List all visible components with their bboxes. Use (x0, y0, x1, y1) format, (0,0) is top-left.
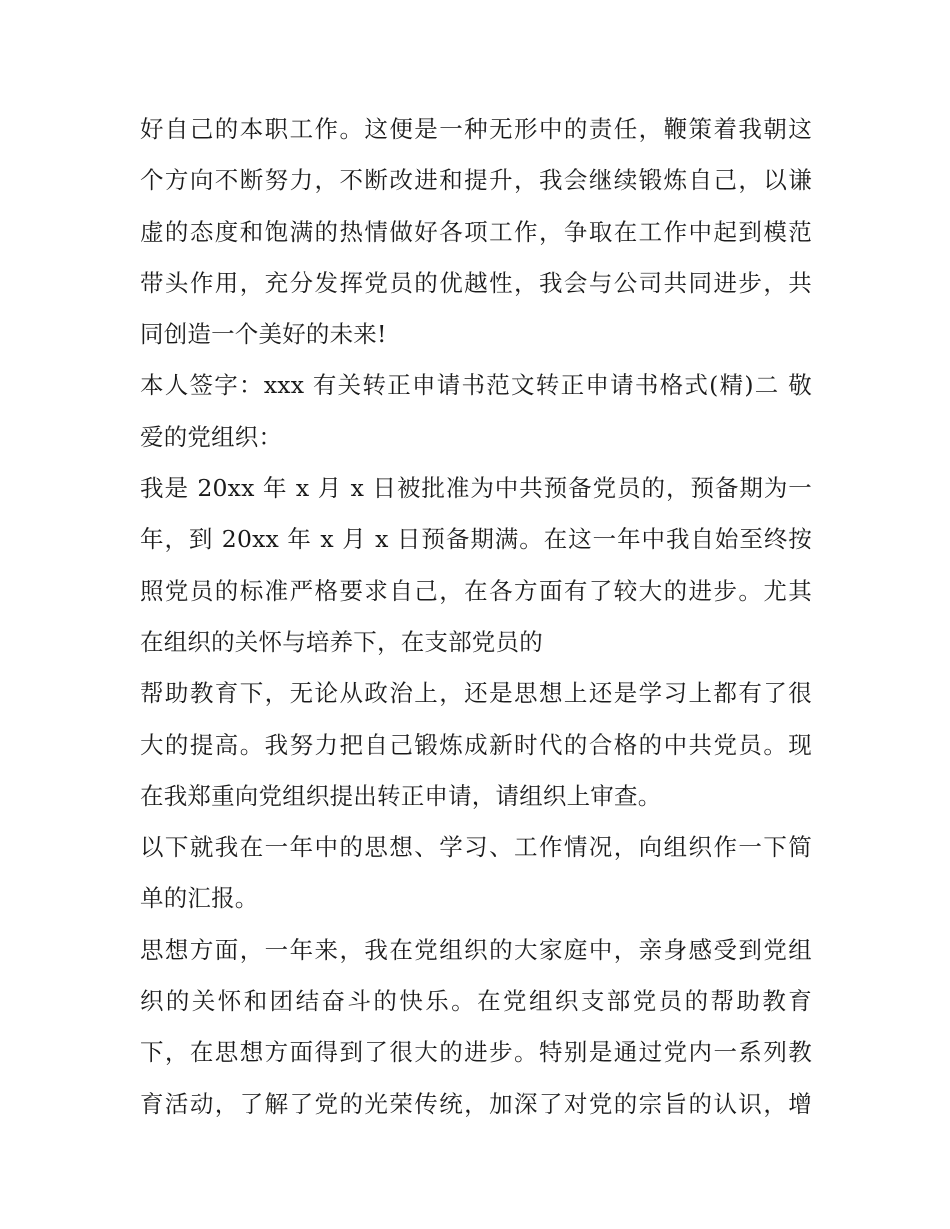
text-line: 单的汇报。 (140, 884, 259, 913)
text-line: 在组织的关怀与培养下，在支部党员的 (140, 627, 543, 656)
text-line: 织的关怀和团结奋斗的快乐。在党组织支部党员的帮助教育 (140, 987, 812, 1016)
text-line: 思想方面，一年来，我在党组织的大家庭中，亲身感受到党组 (140, 935, 812, 964)
text-line: 大的提高。我努力把自己锻炼成新时代的合格的中共党员。现 (140, 730, 812, 759)
text-line: 爱的党组织： (140, 422, 283, 451)
document-body (140, 104, 812, 1130)
text-line: 我是 20xx 年 x 月 x 日被批准为中共预备党员的，预备期为一 (140, 474, 812, 503)
text-line: 同创造一个美好的未来! (140, 320, 387, 349)
text-line: 年，到 20xx 年 x 月 x 日预备期满。在这一年中我自始至终按 (140, 525, 812, 554)
text-line: 好自己的本职工作。这便是一种无形中的责任，鞭策着我朝这 (140, 115, 812, 143)
text-line: 本人签字：xxx 有关转正申请书范文转正申请书格式(精)二 敬 (140, 371, 812, 400)
text-line: 下，在思想方面得到了很大的进步。特别是通过党内一系列教 (140, 1038, 812, 1067)
text-line: 带头作用，充分发挥党员的优越性，我会与公司共同进步，共 (140, 268, 812, 297)
text-line: 在我郑重向党组织提出转正申请，请组织上审查。 (140, 781, 662, 810)
text-line: 以下就我在一年中的思想、学习、工作情况，向组织作一下简 (140, 833, 812, 862)
text-line: 帮助教育下，无论从政治上，还是思想上还是学习上都有了很 (140, 679, 812, 708)
text-line: 照党员的标准严格要求自己，在各方面有了较大的进步。尤其 (140, 576, 812, 605)
text-line: 个方向不断努力，不断改进和提升，我会继续锻炼自己，以谦 (140, 166, 812, 195)
text-line: 虚的态度和饱满的热情做好各项工作，争取在工作中起到模范 (140, 217, 812, 246)
text-line: 育活动，了解了党的光荣传统，加深了对党的宗旨的认识，增 (140, 1089, 812, 1118)
